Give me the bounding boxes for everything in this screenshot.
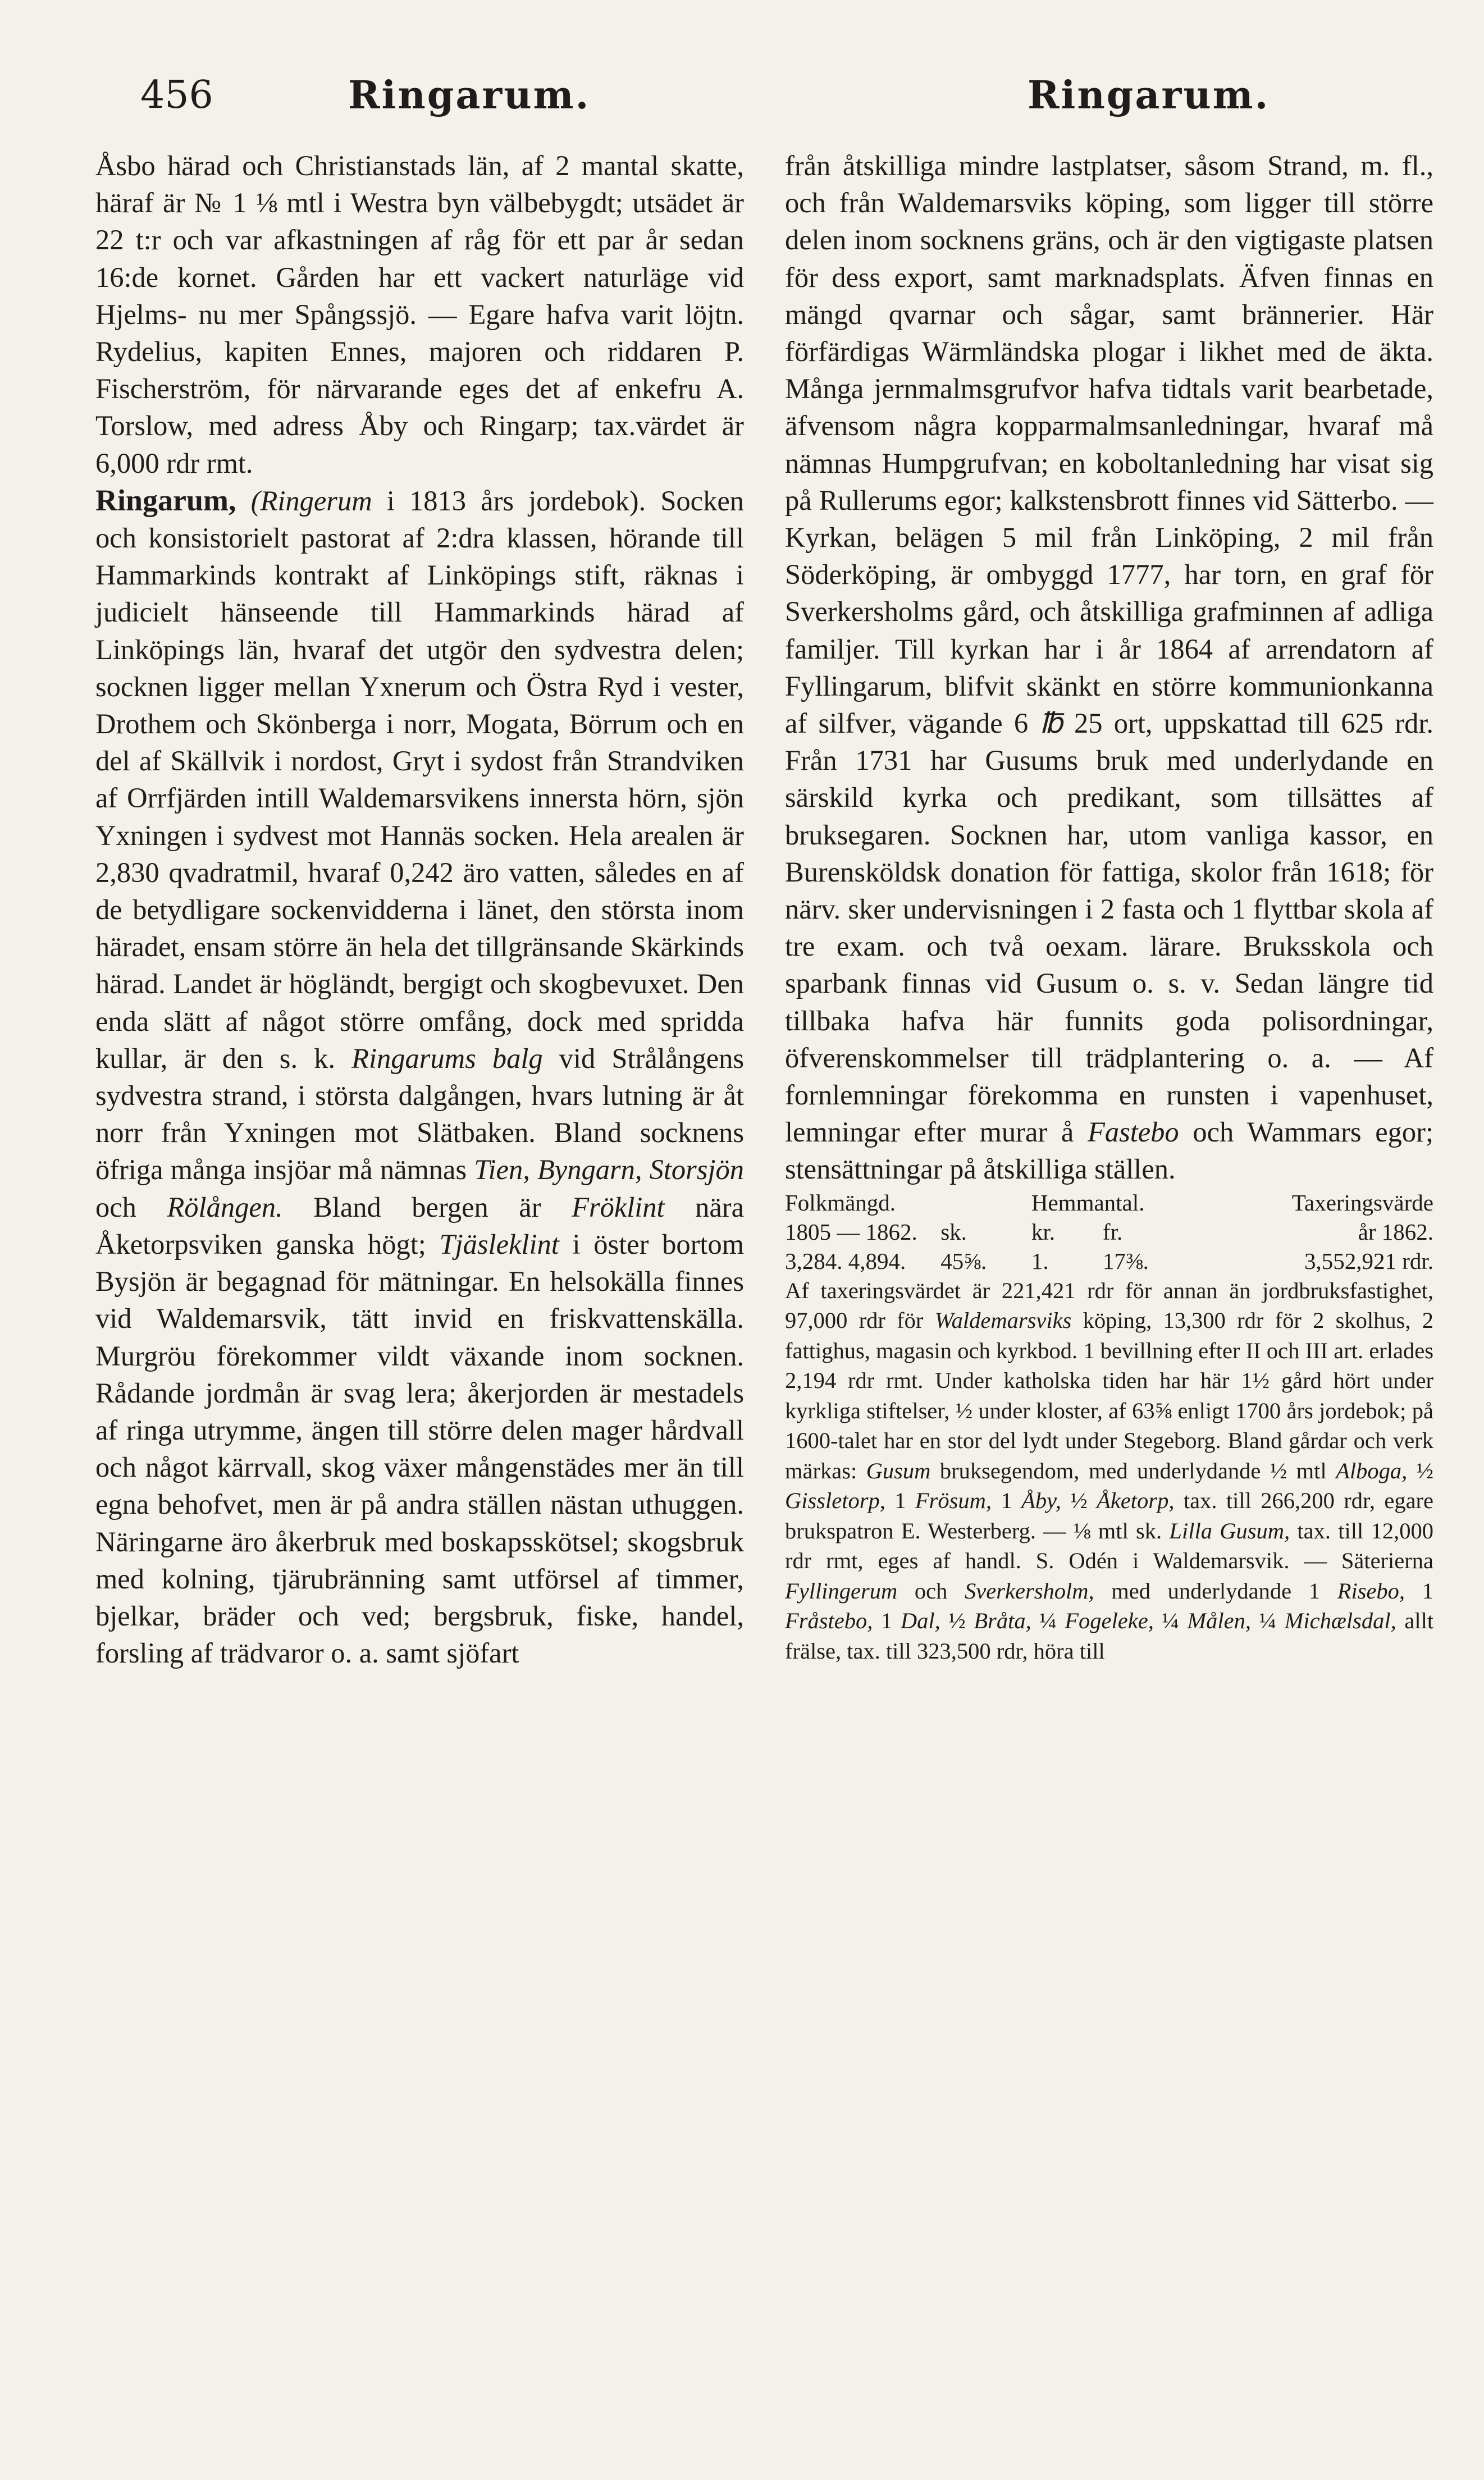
running-head-right: Ringarum. — [1028, 73, 1270, 118]
stats-subheader-row — [785, 1217, 1433, 1246]
stats-tax-value: 3,552,921 rdr. — [1304, 1248, 1433, 1274]
right-column — [785, 147, 1433, 1666]
statistics-table — [785, 1188, 1433, 1276]
paragraph-asbo: Åsbo härad och Christianstads län, af 2 mantal skatte, häraf är № 1 ⅛ mtl i Westra byn välbebygdt; utsädet är 22 t:r och var afkastningen af råg för ett par år sedan 16:de kornet. Gården har ett vackert naturläge vid Hjelms- nu mer Spångssjö. — Egare hafva varit löjtn. Rydelius, kapiten Ennes, majoren och riddaren P. Fischerström, för närvarande eges det af enkefru A. Torslow, med adress Åby och Ringarp; tax.värdet är 6,000 rdr rmt. — [95, 150, 744, 479]
stats-header-taxering: Taxeringsvärde — [1291, 1189, 1433, 1216]
stats-fr-label: fr. — [1102, 1218, 1123, 1245]
stats-year-label: år 1862. — [1358, 1218, 1433, 1245]
page-number: 456 — [140, 73, 213, 117]
stats-sk-label: sk. — [940, 1218, 967, 1245]
stats-kr-label: kr. — [1031, 1218, 1056, 1245]
paragraph-continuation: från åtskilliga mindre lastplatser, såsom Strand, m. fl., och från Waldemarsviks köping, som ligger till större delen inom socknens gräns, och är den vigtigaste platsen för dess export, samt marknadsplats. Äfven finnas en mängd qvarnar och sågar, samt brännerier. Här förfärdigas Wärmländska plogar i likhet med de äkta. Många jernmalmsgrufvor hafva tidtals varit bearbetade, äfvensom några kopparmalmsanledningar, hvaraf må nämnas Humpgrufvan; en koboltanledning har visat sig på Rullerums egor; kalkstensbrott finnes vid Sätterbo. — Kyrkan, belägen 5 mil från Linköping, 2 mil från Söderköping, är ombyggd 1777, har torn, en graf för Sverkersholms gård, och åtskilliga grafminnen af adliga familjer. Till kyrkan har i år 1864 af arrendatorn af Fyllingarum, blifvit skänkt en större kommunionkanna af silfver, vägande 6 ℔ 25 ort, uppskattad till 625 rdr. Från 1731 har Gusums bruk med underlydande en särskild kyrka och predikant, som tillsättes af bruksegaren. Socknen har, utom vanliga kassor, en Burensköldsk donation för fattiga, skolor från 1618; för närv. sker undervisningen i 2 fasta och 1 flyttbar skola af tre exam. och två oexam. lärare. Bruksskola och sparbank finnas vid Gusum o. s. v. Sedan längre tid tillbaka hafva här funnits goda polisordningar, öfverenskommelser till trädplantering o. a. — Af fornlemningar förekomma en runsten i vapenhuset, lemningar efter murar å Fastebo och Wammars egor; stensättningar på åtskilliga ställen. — [785, 150, 1433, 1185]
stats-header-population: Folkmängd. — [785, 1189, 896, 1216]
stats-kr-value: 1. — [1031, 1248, 1049, 1274]
stats-sk-value: 45⅝. — [940, 1248, 987, 1274]
running-head-left: Ringarum. — [348, 73, 591, 118]
entry-ringarum: Ringarum, (Ringerum i 1813 års jordebok). Socken och konsistorielt pastorat af 2:dra klassen, hörande till Hammarkinds kontrakt af Linköpings stift, räknas i judicielt hänseende till Hammarkinds härad af Linköpings län, hvaraf det utgör den sydvestra delen; socknen ligger mellan Yxnerum och Östra Ryd i vester, Drothem och Skönberga i norr, Mogata, Börrum och en del af Skällvik i nordost, Gryt i sydost från Strandviken af Orrfjärden intill Waldemarsvikens innersta hörn, sjön Yxningen i sydvest mot Hannäs socken. Hela arealen är 2,830 qvadratmil, hvaraf 0,242 äro vatten, således en af de betydligare sockenvidderna i länet, den största inom häradet, ensam större än hela det tillgränsande Skärkinds härad. Landet är högländt, bergigt och skogbevuxet. Den enda slätt af något större omfång, dock med spridda kullar, är den s. k. Ringarums balg vid Strålångens sydvestra strand, i största dalgången, hvars lutning är åt norr från Yxningen mot Slätbaken. Bland socknens öfriga många insjöar må nämnas Tien, Byngarn, Storsjön och Rölången. Bland bergen är Fröklint nära Åketorpsviken ganska högt; Tjäsleklint i öster bortom Bysjön är begagnad för mätningar. En helsokälla finnes vid Waldemarsvik, tätt invid en friskvattenskälla. Murgröu förekommer vildt växande inom socknen. Rådande jordmån är svag lera; åkerjorden är mestadels af ringa utrymme, ängen till större delen mager hårdvall och något kärrvall, skog växer mångenstädes mer än till egna behofvet, men är på andra ställen nästan uthuggen. Näringarne äro åkerbruk med boskapsskötsel; skogsbruk med kolning, tjärubränning samt utförsel af timmer, bjelkar, bräder och ved; bergsbruk, fiske, handel, forsling af trädvaror o. a. samt sjöfart — [95, 483, 745, 1669]
stats-fr-value: 17⅜. — [1102, 1248, 1149, 1274]
stats-population-values: 3,284. 4,894. — [785, 1248, 906, 1274]
footnote-paragraph: Af taxeringsvärdet är 221,421 rdr för annan än jordbruksfastighet, 97,000 rdr för Waldemarsviks köping, 13,300 rdr för 2 skolhus, 2 fattighus, magasin och kyrkbod. 1 bevillning efter II och III art. erlades 2,194 rdr rmt. Under katholska tiden har här 1½ gård hört under kyrkliga stiftelser, ½ under kloster, af 63⅝ enligt 1700 års jordebok; på 1600-talet har en stor del lydt under Stegeborg. Bland gårdar och verk märkas: Gusum bruksegendom, med underlydande ½ mtl Alboga, ½ Gissletorp, 1 Frösum, 1 Åby, ½ Åketorp, tax. till 266,200 rdr, egare brukspatron E. Westerberg. — ⅛ mtl sk. Lilla Gusum, tax. till 12,000 rdr rmt, eges af handl. S. Odén i Waldemarsvik. — Säterierna Fyllingerum och Sverkersholm, med underlydande 1 Risebo, 1 Fråstebo, 1 Dal, ½ Bråta, ¼ Fogeleke, ¼ Målen, ¼ Michælsdal, allt frälse, tax. till 323,500 rdr, höra till — [785, 1277, 1434, 1664]
left-column — [95, 147, 744, 1671]
stats-header-row — [785, 1188, 1433, 1217]
stats-years: 1805 — 1862. — [785, 1218, 917, 1245]
page-header — [0, 0, 1484, 140]
stats-header-hemmantal: Hemmantal. — [1031, 1189, 1145, 1216]
entry-title: Ringarum, — [95, 483, 236, 517]
entry-alt-name: (Ringerum — [250, 485, 372, 517]
stats-value-row — [785, 1246, 1433, 1276]
